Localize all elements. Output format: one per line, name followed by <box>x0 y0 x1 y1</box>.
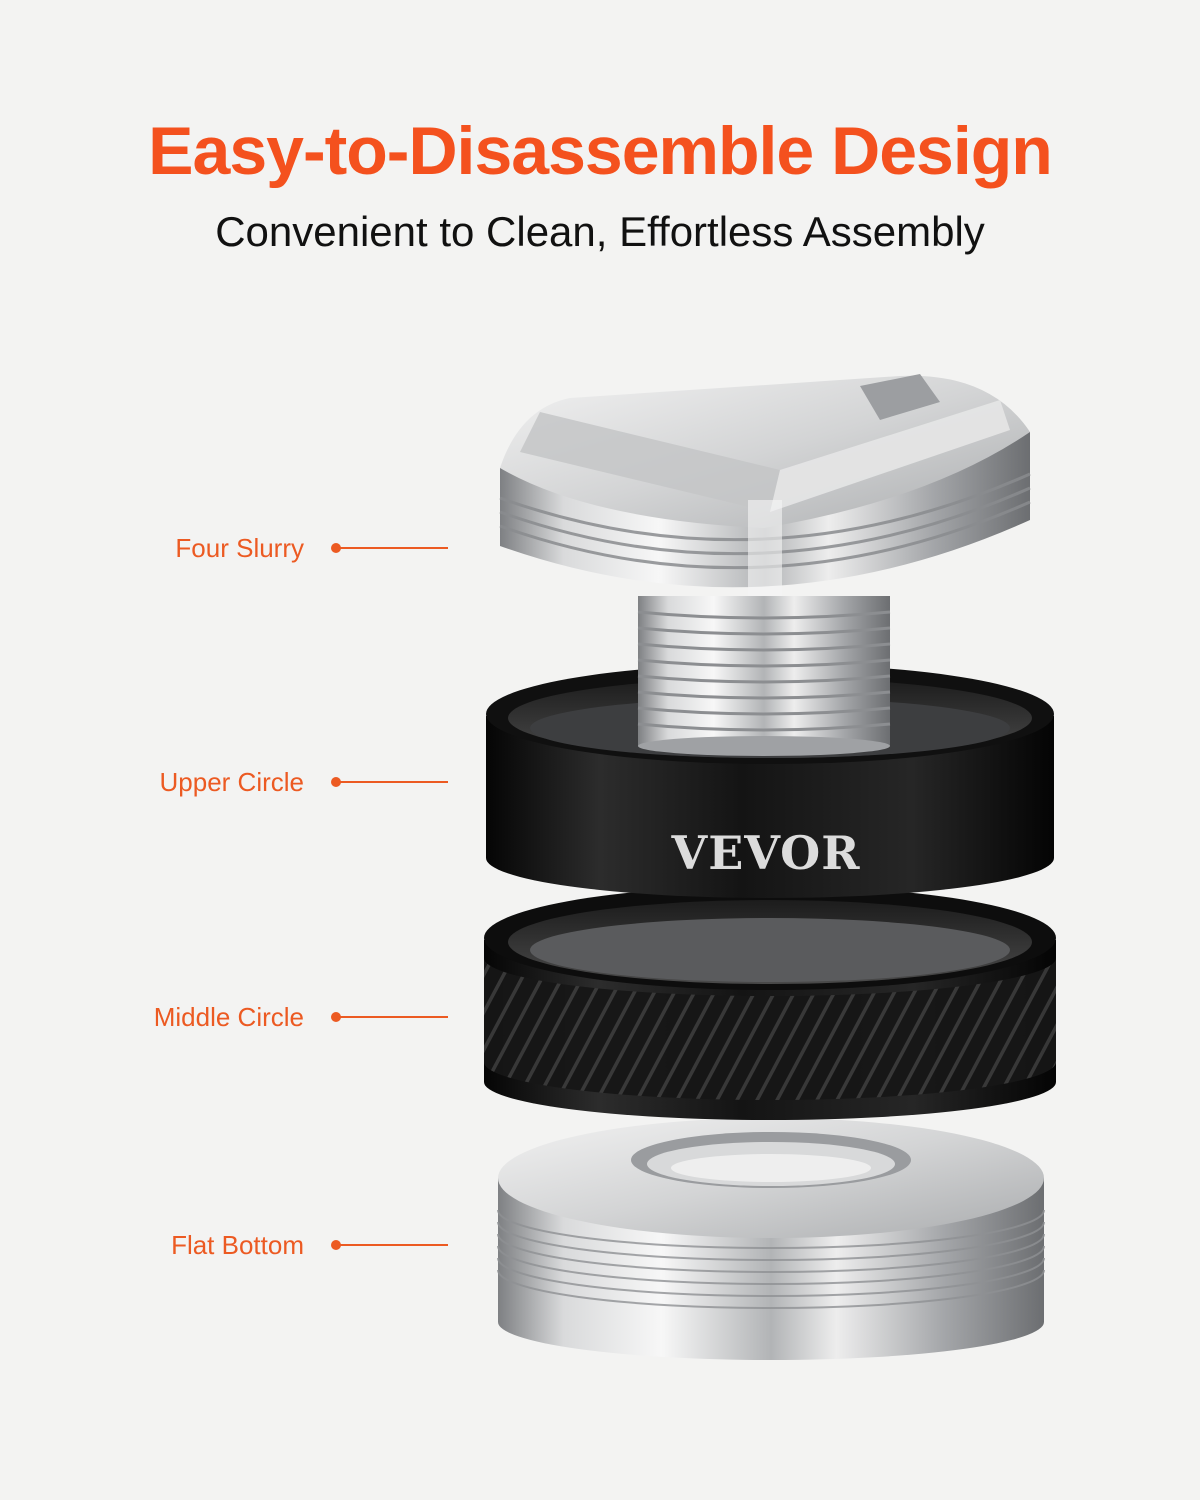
flat-bottom-part <box>498 1118 1044 1360</box>
four-slurry-part <box>500 374 1030 596</box>
headline: Easy-to-Disassemble Design <box>148 113 1052 189</box>
callout-upper-circle <box>0 767 450 797</box>
callout-label: Four Slurry <box>175 533 304 563</box>
callout-four-slurry <box>0 533 450 563</box>
subheadline: Convenient to Clean, Effortless Assembly <box>215 208 985 255</box>
middle-circle-part <box>484 886 1056 1120</box>
callout-middle-circle <box>0 1002 450 1032</box>
brand-mark: VEVOR <box>671 826 861 880</box>
callout-label: Middle Circle <box>153 1002 304 1032</box>
callout-label: Flat Bottom <box>171 1230 304 1260</box>
threaded-shaft-part <box>638 596 890 756</box>
callout-line <box>340 1244 448 1246</box>
callout-line <box>340 547 448 549</box>
callout-line <box>340 781 448 783</box>
callout-flat-bottom <box>0 1230 450 1260</box>
callout-line <box>340 1016 448 1018</box>
callout-label: Upper Circle <box>159 767 304 797</box>
